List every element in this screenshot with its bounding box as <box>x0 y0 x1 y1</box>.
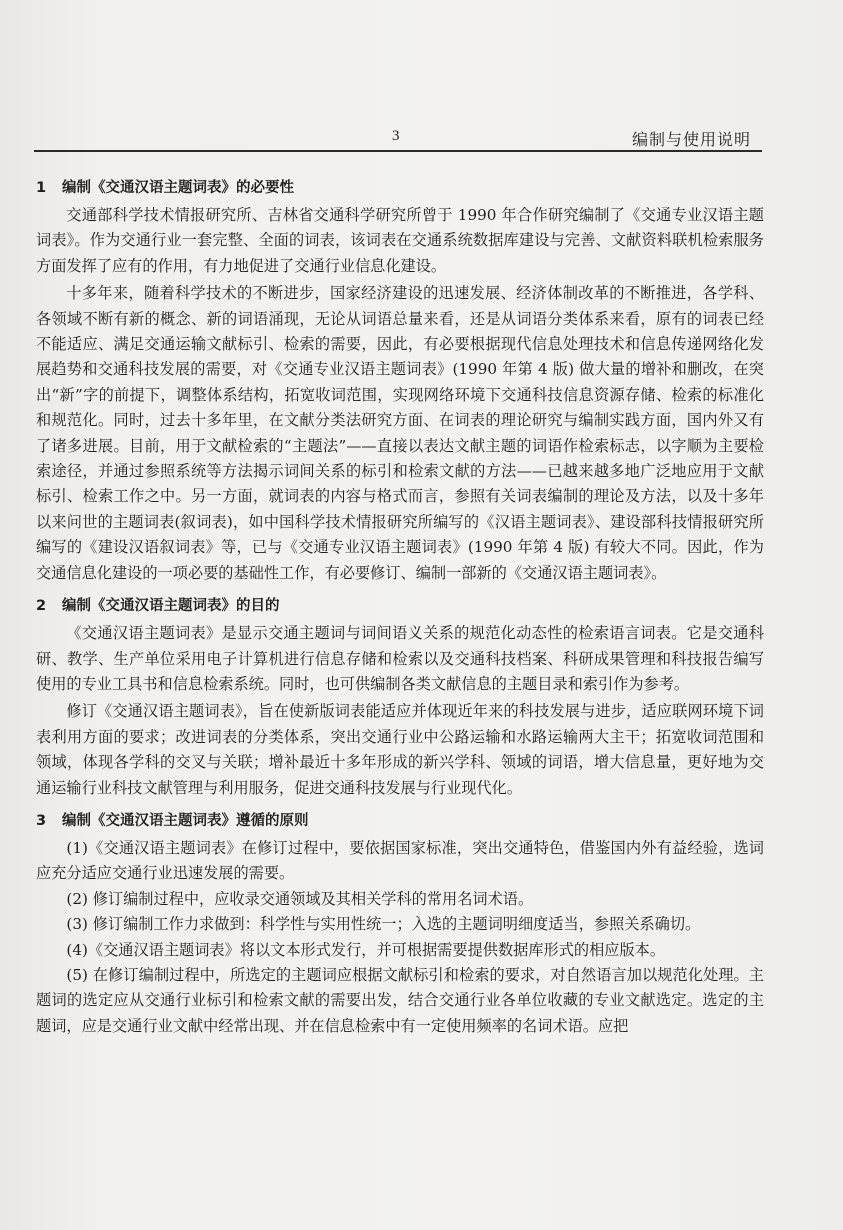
section-title: 编制《交通汉语主题词表》的必要性 <box>62 180 294 196</box>
principle-item: (1)《交通汉语主题词表》在修订过程中，要依据国家标准，突出交通特色，借鉴国内外有益经验，选词应充分适应交通行业迅速发展的需要。 <box>36 838 764 883</box>
paragraph: 交通部科学技术情报研究所、吉林省交通科学研究所曾于 1990 年合作研究编制了《交通专业汉语主题词表》。作为交通行业一套完整、全面的词表，该词表在交通系统数据库建设与完善、文献资料联机检索服务方面发挥了应有的作用，有力地促进了交通行业信息化建设。 <box>36 206 764 275</box>
section-purpose <box>36 594 764 801</box>
section-number: 3 <box>36 812 47 829</box>
running-head: 编制与使用说明 <box>631 130 751 149</box>
section-number: 1 <box>36 180 47 196</box>
principle-item: (3) 修订编制工作力求做到：科学性与实用性统一；入选的主题词明细度适当，参照关系确切。 <box>66 915 701 934</box>
paragraph: 《交通汉语主题词表》是显示交通主题词与词间语义关系的规范化动态性的检索语言词表。它是交通科研、教学、生产单位采用电子计算机进行信息存储和检索以及交通科技档案、科研成果管理和科技报告编写使用的专业工具书和信息检索系统。同时，也可供编制各类文献信息的主题目录和索引作为参考。 <box>36 624 764 693</box>
section-heading <box>36 176 764 201</box>
principle-item: (5) 在修订编制过程中，所选定的主题词应根据文献标引和检索的要求，对自然语言加以规范化处理。主题词的选定应从交通行业标引和检索文献的需要出发，结合交通行业各单位收藏的专业文献选定。选定的主题词，应是交通行业文献中经常出现、并在信息检索中有一定使用频率的名词术语。应把 <box>36 965 764 1035</box>
paragraph: 十多年来，随着科学技术的不断进步，国家经济建设的迅速发展、经济体制改革的不断推进，各学科、各领域不断有新的概念、新的词语涌现，无论从词语总量来看，还是从词语分类体系来看，原有的词表已经不能适应、满足交通运输文献标引、检索的需要，因此，有必要根据现代信息处理技术和信息传递网络化发展趋势和交通科技发展的需要，对《交通专业汉语主题词表》(1990 年第 4 版) 做大量的增补和删改，在突出“新”字的前提下，调整体系结构，拓宽收词范围，实现网络环境下交通科技信息资源存储、检索的标准化和规范化。同时，过去十多年里，在文献分类法研究方面、在词表的理论研究与编制实践方面，国内外又有了诸多进展。目前，用于文献检索的“主题法”——直接以表达文献主题的词语作检索标志，以字顺为主要检索途径，并通过参照系统等方法揭示词间关系的标引和检索文献的方法——已越来越多地广泛地应用于文献标引、检索工作之中。另一方面，就词表的内容与格式而言，参照有关词表编制的理论及方法，以及十多年以来问世的主题词表(叙词表)，如中国科学技术情报研究所编写的《汉语主题词表》、建设部科技情报研究所编写的《建设汉语叙词表》等，已与《交通专业汉语主题词表》(1990 年第 4 版) 有较大不同。因此，作为交通信息化建设的一项必要的基础性工作，有必要修订、编制一部新的《交通汉语主题词表》。 <box>36 284 764 582</box>
section-heading <box>36 809 764 834</box>
page-number: 3 <box>392 128 400 144</box>
principle-item: (4)《交通汉语主题词表》将以文本形式发行，并可根据需要提供数据库形式的相应版本。 <box>66 940 666 959</box>
section-title: 编制《交通汉语主题词表》的目的 <box>62 598 280 615</box>
page-body <box>36 176 764 1047</box>
section-principles <box>36 809 764 1039</box>
section-heading <box>36 594 764 619</box>
section-necessity <box>36 176 764 586</box>
paragraph: 修订《交通汉语主题词表》，旨在使新版词表能适应并体现近年来的科技发展与进步，适应联网环境下词表利用方面的要求；改进词表的分类体系，突出交通行业中公路运输和水路运输两大主干；拓宽收词范围和领域，体现各学科的交叉与关联；增补最近十多年形成的新兴学科、领域的词语，增大信息量，更好地为交通运输行业科技文献管理与利用服务，促进交通科技发展与行业现代化。 <box>36 702 764 797</box>
principle-item: (2) 修订编制过程中，应收录交通领域及其相关学科的常用名词术语。 <box>66 889 534 908</box>
section-number: 2 <box>36 598 47 615</box>
section-title: 编制《交通汉语主题词表》遵循的原则 <box>62 812 309 829</box>
header-rule <box>34 150 762 152</box>
